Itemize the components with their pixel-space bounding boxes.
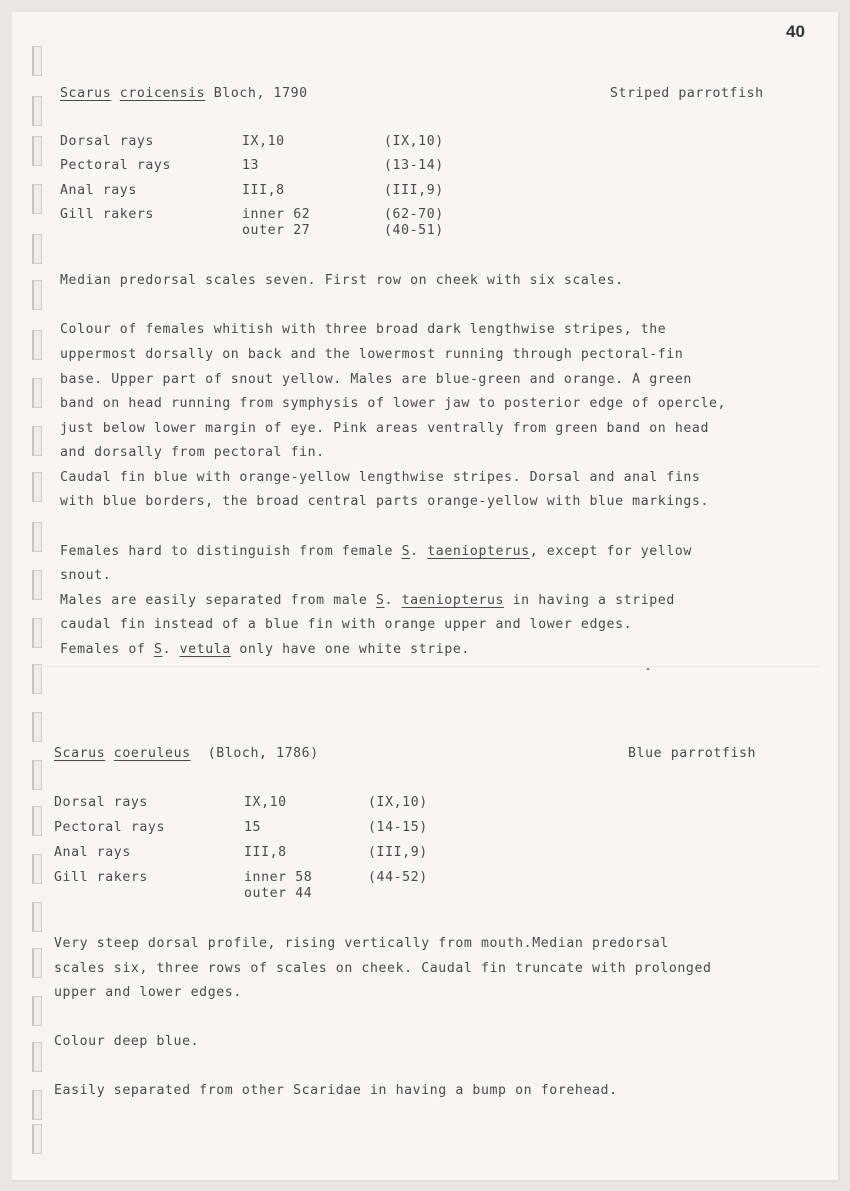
species-1-epithet: croicensis: [119, 86, 206, 101]
binder-hole: [32, 806, 42, 836]
count-value: inner 62: [242, 207, 311, 222]
count-range: (13-14): [384, 158, 444, 173]
text-line: Colour deep blue.: [54, 1034, 200, 1049]
text-line: with blue borders, the broad central parts orange-yellow with blue markings.: [60, 494, 710, 509]
binder-hole: [32, 234, 42, 264]
count-label: Gill rakers: [54, 870, 148, 885]
binder-hole: [32, 184, 42, 214]
count-range: (44-52): [368, 870, 428, 885]
text-line: Colour of females whitish with three broad dark lengthwise stripes, the: [60, 322, 667, 337]
count-value-2: outer 44: [244, 886, 313, 901]
binder-hole: [32, 472, 42, 502]
count-range: (62-70): [384, 207, 444, 222]
species-1-author: Bloch, 1790: [213, 86, 308, 101]
count-range: (IX,10): [368, 795, 428, 810]
binder-hole: [32, 618, 42, 648]
binder-hole: [32, 570, 42, 600]
binder-hole: [32, 280, 42, 310]
text-line: scales six, three rows of scales on cheek. Caudal fin truncate with prolonged: [54, 961, 712, 976]
binder-hole: [32, 1124, 42, 1154]
count-value: III,8: [244, 845, 287, 860]
text-line: Easily separated from other Scaridae in having a bump on forehead.: [54, 1083, 618, 1098]
binder-hole: [32, 712, 42, 742]
species-1-heading: [60, 86, 308, 101]
count-label: Pectoral rays: [60, 158, 172, 173]
binder-hole: [32, 902, 42, 932]
species-2-author: (Bloch, 1786): [207, 746, 319, 761]
text-line: Very steep dorsal profile, rising vertically from mouth.Median predorsal: [54, 936, 669, 951]
binder-hole: [32, 426, 42, 456]
text-line: band on head running from symphysis of lower jaw to posterior edge of opercle,: [60, 396, 727, 411]
count-value: 15: [244, 820, 262, 835]
count-value: III,8: [242, 183, 285, 198]
count-value: 13: [242, 158, 260, 173]
count-value: inner 58: [244, 870, 313, 885]
binder-hole: [32, 1042, 42, 1072]
text-line: upper and lower edges.: [54, 985, 242, 1000]
count-range: (14-15): [368, 820, 428, 835]
count-range: (III,9): [368, 845, 428, 860]
binder-hole: [32, 96, 42, 126]
text-line: base. Upper part of snout yellow. Males are blue-green and orange. A green: [60, 372, 692, 387]
binder-hole: [32, 664, 42, 694]
binder-hole: [32, 854, 42, 884]
count-label: Gill rakers: [60, 207, 154, 222]
binder-hole: [32, 522, 42, 552]
comparison-line: caudal fin instead of a blue fin with orange upper and lower edges.: [60, 617, 633, 632]
count-label: Anal rays: [60, 183, 137, 198]
binder-hole: [32, 136, 42, 166]
binder-hole: [32, 378, 42, 408]
count-range-2: (40-51): [384, 223, 444, 238]
count-label: Pectoral rays: [54, 820, 166, 835]
comparison-line: Males are easily separated from male S. taeniopterus in having a striped: [60, 593, 675, 608]
species-2-genus: Scarus: [54, 746, 106, 761]
count-range: (III,9): [384, 183, 444, 198]
count-value-2: outer 27: [242, 223, 311, 238]
binder-hole: [32, 760, 42, 790]
text-line: just below lower margin of eye. Pink areas ventrally from green band on head: [60, 421, 710, 436]
species-2-epithet: coeruleus: [113, 746, 191, 761]
binder-hole: [32, 996, 42, 1026]
text-line: and dorsally from pectoral fin.: [60, 445, 325, 460]
species-1-genus: Scarus: [60, 86, 112, 101]
speck: [647, 668, 649, 670]
count-label: Dorsal rays: [60, 134, 154, 149]
binder-hole: [32, 330, 42, 360]
binder-hole: [32, 1090, 42, 1120]
species-1-common-name: Striped parrotfish: [610, 86, 764, 101]
count-range: (IX,10): [384, 134, 444, 149]
page-number: 40: [786, 22, 805, 41]
count-label: Dorsal rays: [54, 795, 148, 810]
text-line: uppermost dorsally on back and the lowermost running through pectoral-fin: [60, 347, 684, 362]
comparison-line: Females hard to distinguish from female S. taeniopterus, except for yellow: [60, 544, 692, 559]
species-2-heading: [54, 746, 319, 761]
comparison-line: Females of S. vetula only have one white stripe.: [60, 642, 470, 657]
section-divider: [40, 666, 820, 667]
count-value: IX,10: [244, 795, 287, 810]
count-label: Anal rays: [54, 845, 131, 860]
count-value: IX,10: [242, 134, 285, 149]
text-line: Caudal fin blue with orange-yellow lengthwise stripes. Dorsal and anal fins: [60, 470, 701, 485]
comparison-line: snout.: [60, 568, 112, 583]
binder-hole: [32, 46, 42, 76]
binder-hole: [32, 948, 42, 978]
text-line: Median predorsal scales seven. First row on cheek with six scales.: [60, 273, 624, 288]
species-2-common-name: Blue parrotfish: [628, 746, 757, 761]
